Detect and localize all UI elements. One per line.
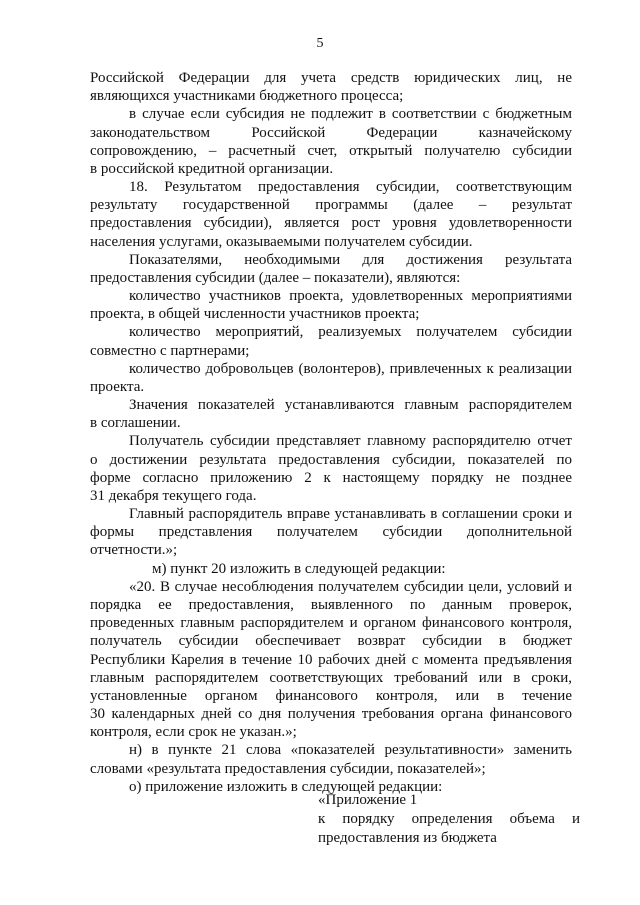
text-line: главным распорядителем соответствующих требований или в сроки, (90, 669, 572, 686)
appendix-line: предоставления из бюджета (318, 830, 497, 846)
page-number: 5 (316, 36, 324, 51)
text-line: отчетности.»; (90, 542, 178, 559)
text-line: порядка ее предоставления, выявленного по данным проверок, (90, 596, 572, 613)
appendix-header (318, 791, 580, 848)
appendix-line: «Приложение 1 (318, 792, 418, 808)
text-line: Республики Карелия в течение 10 рабочих дней с момента предъявления (90, 651, 572, 668)
text-line: являющихся участниками бюджетного процесса; (90, 88, 404, 105)
text-line: сопровождению, – расчетный счет, открытый получателю субсидии (90, 142, 572, 159)
text-line: «20. В случае несоблюдения получателем субсидии цели, условий и (129, 578, 572, 595)
text-line: 18. Результатом предоставления субсидии, соответствующим (129, 179, 572, 196)
text-line: 30 календарных дней со дня получения требования органа финансового (90, 706, 572, 723)
text-line: Получатель субсидии представляет главному распорядителю отчет (129, 433, 572, 450)
text-line: Значения показателей устанавливаются главным распорядителем (129, 397, 572, 414)
text-line: результату государственной программы (далее – результат (90, 197, 572, 214)
text-line: в российской кредитной организации. (90, 160, 334, 177)
appendix-line: к порядку определения объема и (318, 811, 580, 827)
text-line: предоставления субсидии), является рост уровня удовлетворенности (90, 215, 572, 232)
text-line: форме согласно приложению 2 к настоящему порядку не позднее (90, 469, 572, 486)
text-line: законодательством Российской Федерации казначейскому (90, 124, 572, 141)
text-line: Главный распорядитель вправе устанавливать в соглашении сроки и (129, 506, 572, 523)
text-line: проведенных главным распорядителем и органом финансового контроля, (90, 615, 572, 632)
text-line: проекта. (90, 378, 145, 395)
text-line: о) приложение изложить в следующей редакции: (129, 778, 443, 795)
text-line: н) в пункте 21 слова «показателей результативности» заменить (129, 742, 572, 759)
text-line: количество добровольцев (волонтеров), привлеченных к реализации (129, 360, 572, 377)
text-line: м) пункт 20 изложить в следующей редакции: (152, 560, 446, 577)
text-line: 31 декабря текущего года. (90, 487, 257, 504)
text-line: проекта, в общей численности участников проекта; (90, 306, 420, 323)
text-line: формы представления получателем субсидии дополнительной (90, 524, 572, 541)
text-line: предоставления субсидии (далее – показатели), являются: (90, 269, 461, 286)
text-line: Показателями, необходимыми для достижения результата (129, 251, 572, 268)
text-line: о достижении результата предоставления субсидии, показателей по (90, 451, 572, 468)
text-line: совместно с партнерами; (90, 342, 250, 359)
text-line: Российской Федерации для учета средств юридических лиц, не (90, 70, 572, 86)
text-line: в случае если субсидия не подлежит в соответствии с бюджетным (129, 106, 572, 123)
text-line: количество мероприятий, реализуемых получателем субсидии (129, 324, 572, 341)
text-line: контроля, если срок не указан.»; (90, 724, 297, 741)
document-body (90, 69, 572, 796)
text-line: установленные органом финансового контроля, или в течение (90, 687, 572, 704)
text-line: количество участников проекта, удовлетворенных мероприятиями (129, 288, 572, 305)
text-line: в соглашении. (90, 415, 181, 432)
text-line: получатель субсидии обеспечивает возврат субсидии в бюджет (90, 633, 572, 650)
text-line: населения услугами, оказываемыми получателем субсидии. (90, 233, 473, 250)
text-line: словами «результата предоставления субсидии, показателей»; (90, 760, 486, 777)
